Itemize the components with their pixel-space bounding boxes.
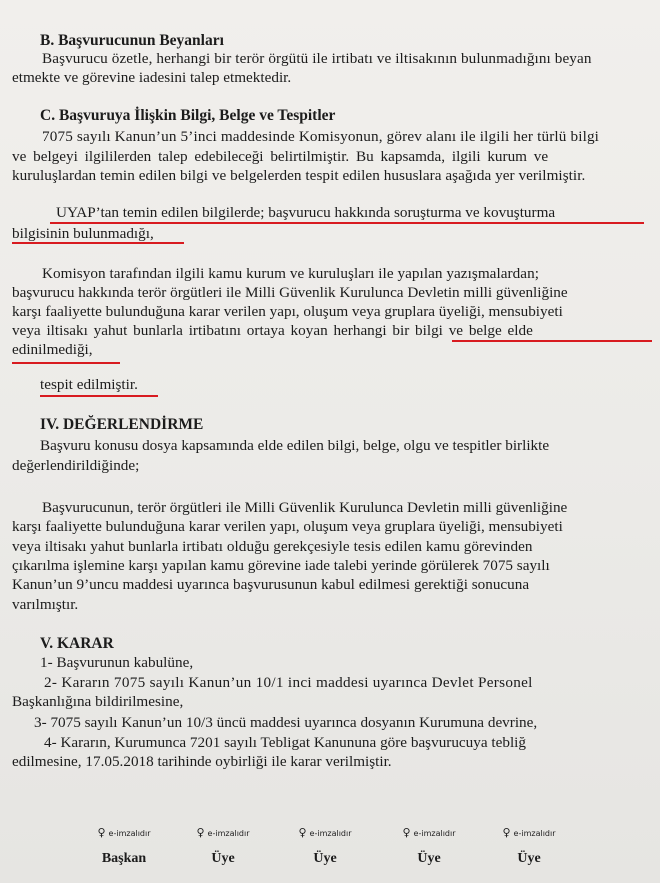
section-iv-line: Başvurucunun, terör örgütleri ile Milli Güvenlik Kurulunca Devletin milli güvenliğine (42, 499, 568, 516)
signature-block (178, 826, 268, 867)
section-iv-heading: IV. DEĞERLENDİRME (40, 416, 204, 433)
red-underline (12, 242, 184, 244)
section-iv-line: Başvuru konusu dosya kapsamında elde edilen bilgi, belge, olgu ve tespitler birlikte (40, 437, 550, 454)
karar-item: 3- 7075 sayılı Kanun’un 10/3 üncü maddesi uyarınca dosyanın Kurumuna devrine, (34, 714, 538, 731)
person-icon: ♀ (97, 826, 106, 839)
komisyon-line: Komisyon tarafından ilgili kamu kurum ve kuruluşları ile yapılan yazışmalardan; (42, 265, 539, 282)
red-underline (12, 362, 120, 364)
e-signature-stamp: e-imzalıdır (108, 829, 151, 838)
signature-block (79, 826, 169, 867)
signature-role: Başkan (101, 851, 147, 866)
signature-block (384, 826, 474, 867)
komisyon-line: başvurucu hakkında terör örgütleri ile Milli Güvenlik Kurulunca Devletin milli güvenliğine (12, 284, 568, 301)
karar-item: 2- Kararın 7075 sayılı Kanun’un 10/1 inci maddesi uyarınca Devlet Personel (44, 674, 533, 691)
karar-item: Başkanlığına bildirilmesine, (12, 693, 184, 710)
section-iv-line: Kanun’un 9’uncu maddesi uyarınca başvurusunun kabul edilmesi gerektiği sonucuna (12, 576, 530, 593)
uyap-line: bilgisinin bulunmadığı, (12, 225, 154, 242)
person-icon: ♀ (502, 826, 511, 839)
e-signature-stamp: e-imzalıdır (513, 829, 556, 838)
signature-role: Üye (517, 851, 541, 866)
signature-role: Üye (313, 851, 337, 866)
person-icon: ♀ (196, 826, 205, 839)
section-iv-line: varılmıştır. (12, 596, 79, 613)
karar-item: edilmesine, 17.05.2018 tarihinde oybirliği ile karar verilmiştir. (12, 753, 392, 770)
e-signature-stamp: e-imzalıdır (309, 829, 352, 838)
signature-role: Üye (417, 851, 441, 866)
section-iv-line: çıkarılma işlemine karşı yapılan kamu görevine iade talebi yerinde görülerek 7075 sayılı (12, 557, 550, 574)
section-b-heading: B. Başvurucunun Beyanları (40, 32, 224, 49)
signature-block (484, 826, 574, 867)
section-iv-line: veya iltisakı yahut bunlarla irtibatı olduğu gerekçesiyle tesis edilen kamu görevinden (12, 538, 533, 555)
komisyon-line: karşı faaliyette bulunduğuna karar verilen yapı, oluşum veya gruplara üyeliği, mensubiyeti (12, 303, 563, 320)
section-c-intro-line: ve belgeyi ilgililerden talep edebileceği belirtilmiştir. Bu kapsamda, ilgili kurum ve (12, 148, 549, 165)
red-underline (40, 395, 158, 397)
red-underline (50, 222, 644, 224)
signature-role: Üye (211, 851, 235, 866)
section-c-intro-line: kuruluşlardan temin edilen bilgi ve belgelerden tespit edilen hususlara aşağıda yer verilmiştir. (12, 167, 586, 184)
section-v-heading: V. KARAR (40, 635, 114, 652)
karar-item: 4- Kararın, Kurumunca 7201 sayılı Tebligat Kanununa göre başvurucuya tebliğ (44, 734, 526, 751)
section-iv-line: karşı faaliyette bulunduğuna karar verilen yapı, oluşum veya gruplara üyeliği, mensubiyeti (12, 518, 563, 535)
karar-item: 1- Başvurunun kabulüne, (40, 654, 194, 671)
signature-block (280, 826, 370, 867)
uyap-line: UYAP’tan temin edilen bilgilerde; başvurucu hakkında soruşturma ve kovuşturma (56, 204, 556, 221)
komisyon-line: edinilmediği, (12, 341, 93, 358)
section-iv-line: değerlendirildiğinde; (12, 457, 140, 474)
e-signature-stamp: e-imzalıdır (413, 829, 456, 838)
section-c-intro-line: 7075 sayılı Kanun’un 5’inci maddesinde Komisyonun, görev alanı ile ilgili her türlü bilgi (42, 128, 600, 145)
person-icon: ♀ (402, 826, 411, 839)
section-c-heading: C. Başvuruya İlişkin Bilgi, Belge ve Tespitler (40, 107, 336, 124)
tespit-line: tespit edilmiştir. (40, 376, 138, 393)
e-signature-stamp: e-imzalıdır (207, 829, 250, 838)
section-b-line: etmekte ve görevine iadesini talep etmektedir. (12, 69, 292, 86)
red-underline (452, 340, 652, 342)
person-icon: ♀ (298, 826, 307, 839)
section-b-line: Başvurucu özetle, herhangi bir terör örgütü ile irtibatı ve iltisakının bulunmadığını beyan (42, 50, 592, 67)
komisyon-line: veya iltisakı yahut bunlarla irtibatını ortaya koyan herhangi bir bilgi ve belge elde (12, 322, 533, 339)
